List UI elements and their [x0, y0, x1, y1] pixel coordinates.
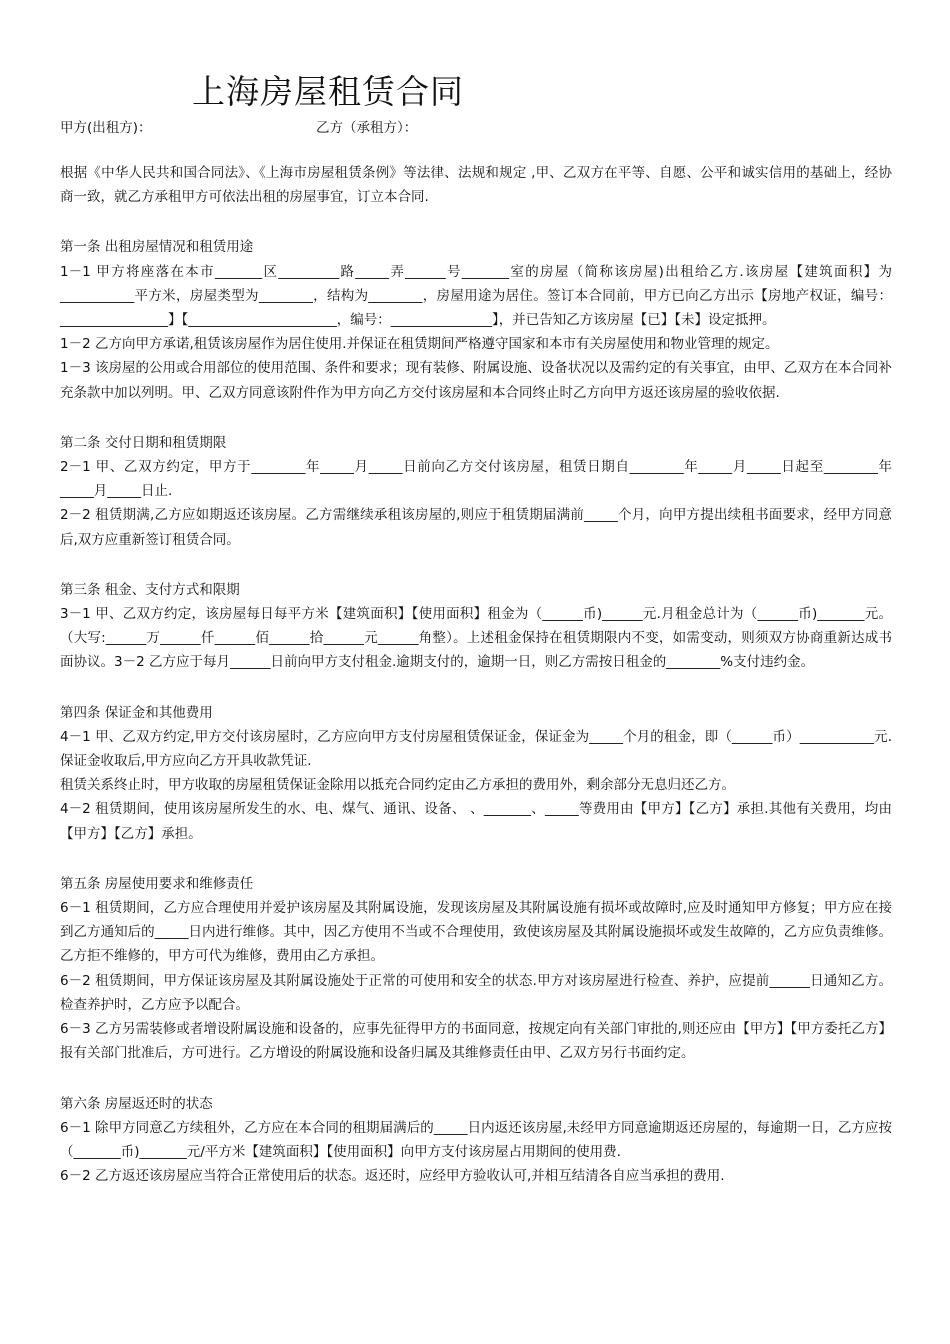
- clause-4-2: 4－2 租赁期间，使用该房屋所发生的水、电、煤气、通讯、设备、 、_______、_____等费用由【甲方】【乙方】承担.其他有关费用，均由【甲方】【乙方】承担。: [60, 801, 892, 842]
- clause-6-2: 6－2 乙方返还该房屋应当符合正常使用后的状态。返还时，应经甲方验收认可,并相互结清各自应当承担的费用.: [60, 1168, 725, 1185]
- clause-1-3: 1－3 该房屋的公用或合用部位的使用范围、条件和要求；现有装修、附属设施、设备状况以及需约定的有关事宜，由甲、乙双方在本合同补充条款中加以列明。甲、乙双方同意该附件作为甲方向乙方交付该房屋和本合同终止时乙方向甲方返还该房屋的验收依据.: [60, 360, 892, 401]
- clause-3-1: 3－1 甲、乙双方约定，该房屋每日每平方米【建筑面积】【使用面积】租金为（______币)______元.月租金总计为（______币)_______元。（大写:______万______仟______佰______拾______元______角整）。上述租金保持在租赁期限内不变，如需变动，则须双方协商重新达成书面协议。3－2 乙方应于每月______日前向甲方支付租金.逾期支付的，逾期一日，则乙方需按日租金的________%支付违约金。: [60, 606, 892, 671]
- clause-5-2: 6－2 租赁期间，甲方保证该房屋及其附属设施处于正常的可使用和安全的状态.甲方对该房屋进行检查、养护，应提前______日通知乙方。检查养护时，乙方应予以配合。: [60, 972, 892, 1013]
- clause-1-2: 1－2 乙方向甲方承诺,租赁该房屋作为居住使用.并保证在租赁期间严格遵守国家和本市有关房屋使用和物业管理的规定。: [60, 336, 779, 353]
- preamble-paragraph: 根据《中华人民共和国合同法》、《上海市房屋租赁条例》等法律、法规和规定 ,甲、乙双方在平等、自愿、公平和诚实信用的基础上，经协商一致，就乙方承租甲方可依法出租的房屋事宜，订立本合同.: [60, 165, 892, 206]
- clause-1-1: 1－1 甲方将座落在本市_______区_________路_____弄______号_______室的房屋（简称该房屋)出租给乙方.该房屋【建筑面积】为___________平方米，房屋类型为________，结构为________，房屋用途为居住。签订本合同前，甲方已向乙方出示【房地产权证，编号：________________】【______________________，编号：_______________】，并已告知乙方该房屋【已】【未】设定抵押。: [60, 263, 892, 329]
- clause-4-1-cont: 租赁关系终止时，甲方收取的房屋租赁保证金除用以抵充合同约定由乙方承担的费用外，剩余部分无息归还乙方。: [60, 777, 735, 794]
- clause-4-1: 4－1 甲、乙双方约定,甲方交付该房屋时，乙方应向甲方支付房屋租赁保证金，保证金为_____个月的租金，即（______币）___________元.保证金收取后,甲方应向乙方开具收款凭证.: [60, 728, 892, 770]
- party-a-label: 甲方(出租方)：: [60, 120, 152, 136]
- section-heading-4: 第四条 保证金和其他费用: [60, 704, 213, 721]
- section-heading-1: 第一条 出租房屋情况和租赁用途: [60, 239, 254, 256]
- section-heading-3: 第三条 租金、支付方式和限期: [60, 581, 240, 598]
- contract-body: [60, 161, 892, 1188]
- party-b-label: 乙方（承租方）：: [316, 120, 418, 136]
- section-heading-6: 第六条 房屋返还时的状态: [60, 1095, 213, 1112]
- section-heading-5: 第五条 房屋使用要求和维修责任: [60, 875, 254, 892]
- clause-2-1: 2－1 甲、乙双方约定，甲方于________年_____月_____日前向乙方交付该房屋，租赁日期自________年_____月_____日起至________年_____月_____日止.: [60, 459, 892, 500]
- clause-6-1: 6－1 除甲方同意乙方续租外，乙方应在本合同的租期届满后的_____日内返还该房屋,未经甲方同意逾期返还房屋的，每逾期一日，乙方应按（_______币)_______元/平方米【建筑面积】【使用面积】向甲方支付该房屋占用期间的使用费.: [60, 1119, 892, 1160]
- document-title: 上海房屋租赁合同: [192, 72, 464, 111]
- clause-5-3: 6－3 乙方另需装修或者增设附属设施和设备的，应事先征得甲方的书面同意，按规定向有关部门审批的,则还应由【甲方】【甲方委托乙方】报有关部门批准后，方可进行。乙方增设的附属设施和设备归属及其维修责任由甲、乙双方另行书面约定。: [60, 1021, 892, 1062]
- section-heading-2: 第二条 交付日期和租赁期限: [60, 434, 227, 451]
- clause-5-1: 6－1 租赁期间，乙方应合理使用并爱护该房屋及其附属设施，发现该房屋及其附属设施有损坏或故障时,应及时通知甲方修复；甲方应在接到乙方通知后的_____日内进行维修。其中，因乙方使用不当或不合理使用，致使该房屋及其附属设施损坏或发生故障的，乙方应负责维修。乙方拒不维修的，甲方可代为维修，费用由乙方承担。: [60, 900, 892, 965]
- clause-2-2: 2－2 租赁期满,乙方应如期返还该房屋。乙方需继续承租该房屋的,则应于租赁期届满前_____个月，向甲方提出续租书面要求，经甲方同意后,双方应重新签订租赁合同。: [60, 507, 892, 548]
